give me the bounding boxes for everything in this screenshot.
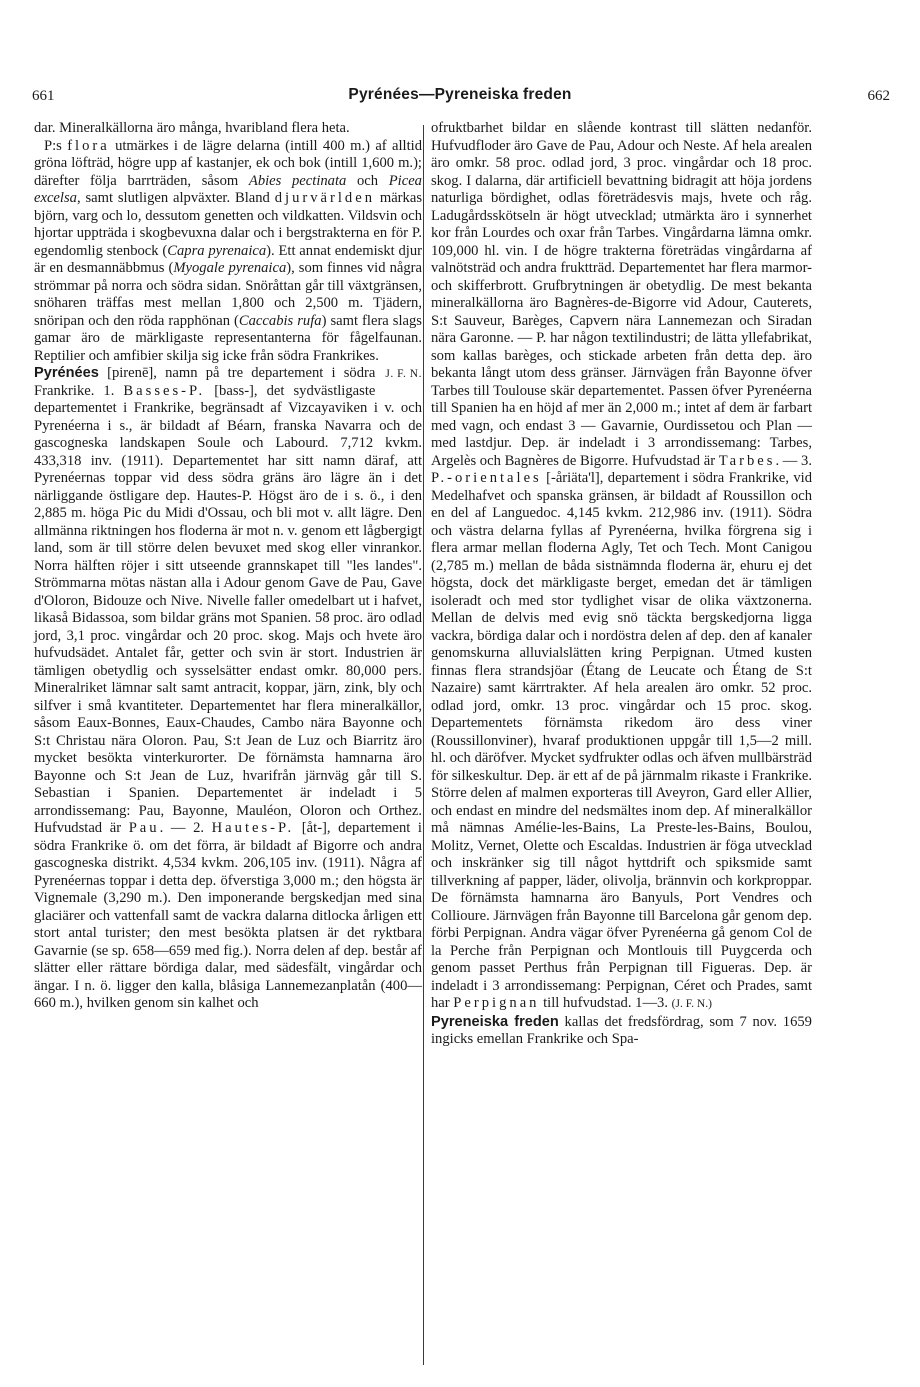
latin-term: Picea excelsa [34,172,422,206]
paragraph-mineral: dar. Mineralkällorna äro många, hvaribland flera heta. [34,120,350,136]
author-signature: (J. F. N.) [671,998,712,1010]
page-header [30,86,890,110]
latin-term: Caccabis rufa [238,312,322,329]
spaced-term-tarbes: Tarbes [718,452,776,469]
running-title: Pyrénées—Pyreneiska freden [348,86,572,103]
entry-headword: Pyreneiska freden [431,1013,559,1030]
spaced-term-pau: Pau [128,820,160,836]
latin-term: Capra pyrenaica [167,242,267,259]
paragraph-flora-fauna: P:s flora utmärkes i de lägre delarna (intill 400 m.) af alltid gröna löfträd, högre upp af kastanjer, ek och bok (intill 1,600 m.); därefter följa barrträden, såsom Abies pectinata och Picea excelsa, samt slutligen alpväxter. Bland djurvärlden märkas björn, varg och lo, dessutom genetten och vildkatten. Vildsvin och hjortar uppträda i skogbevuxna dalar och i bergstrakterna en för P. egendomlig stenbock (Capra pyrenaica). Ett annat endemiskt djur är en desmannäbbmus (Myogale pyrenaica), som finnes vid några strömmar på norra och södra sidan. Snöråttan går till växtgränsen, snöharen träffas mest mellan 1,800 och 2,500 m. Tjädern, snöripan och den röda rapphönan (Caccabis rufa) samt flera slags gamar äro de märkligaste representanterna för fågelfaunan. Reptilier och amfibier skilja sig icke från södra Frankrikes. J. F. N. [34,138,422,366]
column-divider [423,125,424,1365]
entry-pyrenees: Pyrénées [pirenē], namn på tre departement i södra Frankrike. 1. Basses-P. [bass-], det sydvästligaste departementet i Frankrike, begränsadt af Vizcayaviken i v. och Pyrenéerna i s., är bildadt af Béarn, franska Navarra och de gascogneska landskapen Soule och Labourd. 7,712 kvkm. 433,318 inv. (1911). Departementet har sitt namn däraf, att Pyrenéernas toppar vid dess södra gräns äro lägre än i det närliggande östligare dep. Hautes-P. Högst äro de i s. ö., i den 2,885 m. höga Pic du Midi d'Ossau, och bli mot v. allt lägre. Den allmänna riktningen hos floderna är mot n. v. genom ett lågbergigt land, som är till större delen bevuxet med skog eller vinrankor. Norra hälften röjer i sitt utseende grannskapet till "les landes". Strömmarna mötas nästan alla i Adour genom Gave de Pau, Gave d'Oloron, Bidouze och Nive. Nivelle faller omedelbart ut i hafvet, likaså Bidassoa, som bildar gräns mot Spanien. 58 proc. äro odlad jord, 3,1 proc. vingårdar och 20 proc. skog. Majs och hvete äro hufvudsädet. Antalet får, getter och svin är stort. Industrien är tämligen obetydlig och sysselsätter endast omkr. 80,000 pers. Mineralriket lämnar salt samt antracit, koppar, järn, zink, bly och silfver i små kvantiteter. Departementet har flera mineralkällor, såsom Eaux-Bonnes, Eaux-Chaudes, Cambo nära Bayonne och S:t Christau nära Oloron. Pau, S:t Jean de Luz och Biarritz äro mycket besökta vinterkurorter. De förnämsta hamnarna äro Bayonne och S:t Jean de Luz, hvarifrån järnväg går till S. Sebastian i Spanien. Departementet är indeladt i 5 arrondissemang: Pau, Bayonne, Mauléon, Oloron och Orthez. Hufvudstad är Pau. — 2. Hautes-P. [åt-], departement i södra Frankrike ö. om det förra, är bildadt af Bigorre och andra gascogneska distrikt. 4,534 kvkm. 206,105 inv. (1911). Några af Pyrenéernas toppar i detta dep. öfverstiga 3,000 m.; den högsta är Vignemale (3,290 m.). Den imponerande bergskedjan med sina glaciärer och vattenfall samt de vackra dalarna ditlocka årligen ett stort antal turister; den mest besökta platsen är det ryktbara Gavarnie (se sp. 658—659 med fig.). Norra delen af dep. består af slätter eller rättare bördiga dalar, med sädesfält, vingårdar och ängar. I n. ö. ligger den kalla, blåsiga Lannemezanplatån (400—660 m.), hvilken genom sin kalhet och [34,365,422,1011]
spaced-term-hautes: Hautes-P. [211,820,295,836]
spaced-term-flora: flora [67,137,110,154]
page-number-left: 661 [32,88,55,104]
spaced-term-perpignan: Perpignan [453,995,540,1011]
spaced-term-orientales: P.-orientales [431,470,542,486]
spaced-term-djurvarlden: djurvärlden [274,190,375,206]
entry-headword: Pyrénées [34,365,99,381]
left-column [34,120,422,1013]
entry-pyrenees-continued: ofruktbarhet bildar en slående kontrast till slätten nedanför. Hufvudfloder äro Gave de Pau, Adour och Neste. Af hela arealen äro omkr. 58 proc. odlad jord, 3 proc. vingårdar och 18 proc. skog. I dalarna, där artificiell bevattning bidragit att höja jordens naturliga bördighet, odlas företrädesvis majs, hvete och råg. Ladugårdsskötseln är högt utvecklad; utmärkta äro i synnerhet kor från Lourdes och oxar från Tarbes. Vingårdarna lämna omkr. 109,000 hl. vin. I de högre trakterna företrädas vingårdarna af valnötsträd och andra fruktträd. Departementet har flera marmor- och skifferbrott. Grufbrytningen är obetydlig. De mest bekanta mineralkällorna äro Bagnères-de-Bigorre vid Adour, Cauterets, S:t Sauveur, Barèges, Capvern nära Lannemezan och Siradan nära Garonne. — P. har någon textilindustri; de lätta yllefabrikat, som kallas barèges, och stickade arbeten från detta dep. äro bekanta långt utom dess gränser. Järnvägen från Bayonne öfver Tarbes till Toulouse skär departementet. Passen öfver Pyrenéerna till Spanien ha en höjd af mer än 2,000 m.; intet af dem är farbart med vagn, och endast 3 — Gavarnie, Ourdissetou och Plan — med lastdjur. Dep. är indeladt i 3 arrondissemang: Tarbes, Argelès och Bagnères de Bigorre. Hufvudstad är Tarbes. — 3. P.-orientales [-åriäta'l], departement i södra Frankrike, vid Medelhafvet och spanska gränsen, är bildadt af Roussillon och en del af Languedoc. 4,145 kvkm. 212,986 inv. (1911). Södra och västra delarna fyllas af Pyrenéerna, hvilka förgrena sig i flera armar mellan floderna Agly, Tet och Tech. Mont Canigou (2,785 m.) mellan de båda sistnämnda floderna är, ehuru ej det högsta, dock det märkligaste berget, emedan det är tämligen isoleradt och med stor tydlighet visar de olika växtzonerna. Mellan de delvis med evig snö täckta bergskedjorna ligga vackra, bördiga dalar och i nordöstra delen af dep. den af kanaler genomskurna alluvialslätten kring Perpignan. Utmed kusten finnas flera strandsjöar (Étang de Leucate och Étang de S:t Nazaire) samt kärrtrakter. Af hela arealen äro omkr. 52 proc. odlad jord, omkr. 13 proc. vingårdar och 15 proc. skog. Departementets förnämsta rikedom äro dess viner (Roussillonviner), hvaraf produktionen uppgår till 1,5—2 mill. hl. och däröfver. Mycket sydfrukter odlas och äfven mullbärsträd för silkeskultur. Dep. är ett af de på järnmalm rikaste i Frankrike. Större delen af malmen exporteras till Aveyron, Gard eller Allier, och endast en mindre del nedsmältes inom dep. Af mineralkällor må nämnas Amélie-les-Bains, La Preste-les-Bains, Boulou, Molitz, Vernet, Olette och Escaldas. Industrien är föga utvecklad och inskränker sig till något hyttdrift och spiksmide samt tillverkning af papper, läder, olivolja, brännvin och korkproppar. De förnämsta hamnarna äro Banyuls, Port Vendres och Collioure. Järnvägen från Bayonne till Barcelona går genom dep. förbi Perpignan. Andra vägar öfver Pyrenéerna gå genom Col de la Perche från Perpignan och Montlouis till Puygcerda och genom passet Perthus från Perpignan till Figueras. Dep. är indeladt i 3 arrondissemang: Perpignan, Céret och Prades, samt har Perpignan till hufvudstad. 1—3. (J. F. N.) [431,120,813,1011]
page-number-right: 662 [867,88,890,104]
spaced-term-basses: Basses-P. [123,382,206,399]
author-signature: J. F. N. [385,368,422,380]
entry-pyreneiska-freden: Pyreneiska freden kallas det fredsfördrag, som 7 nov. 1659 ingicks emellan Frankrike och Spa- [431,1013,812,1047]
latin-term: Myogale pyrenaica [173,260,287,276]
latin-term: Abies pectinata [248,172,347,189]
right-column [431,120,812,1049]
